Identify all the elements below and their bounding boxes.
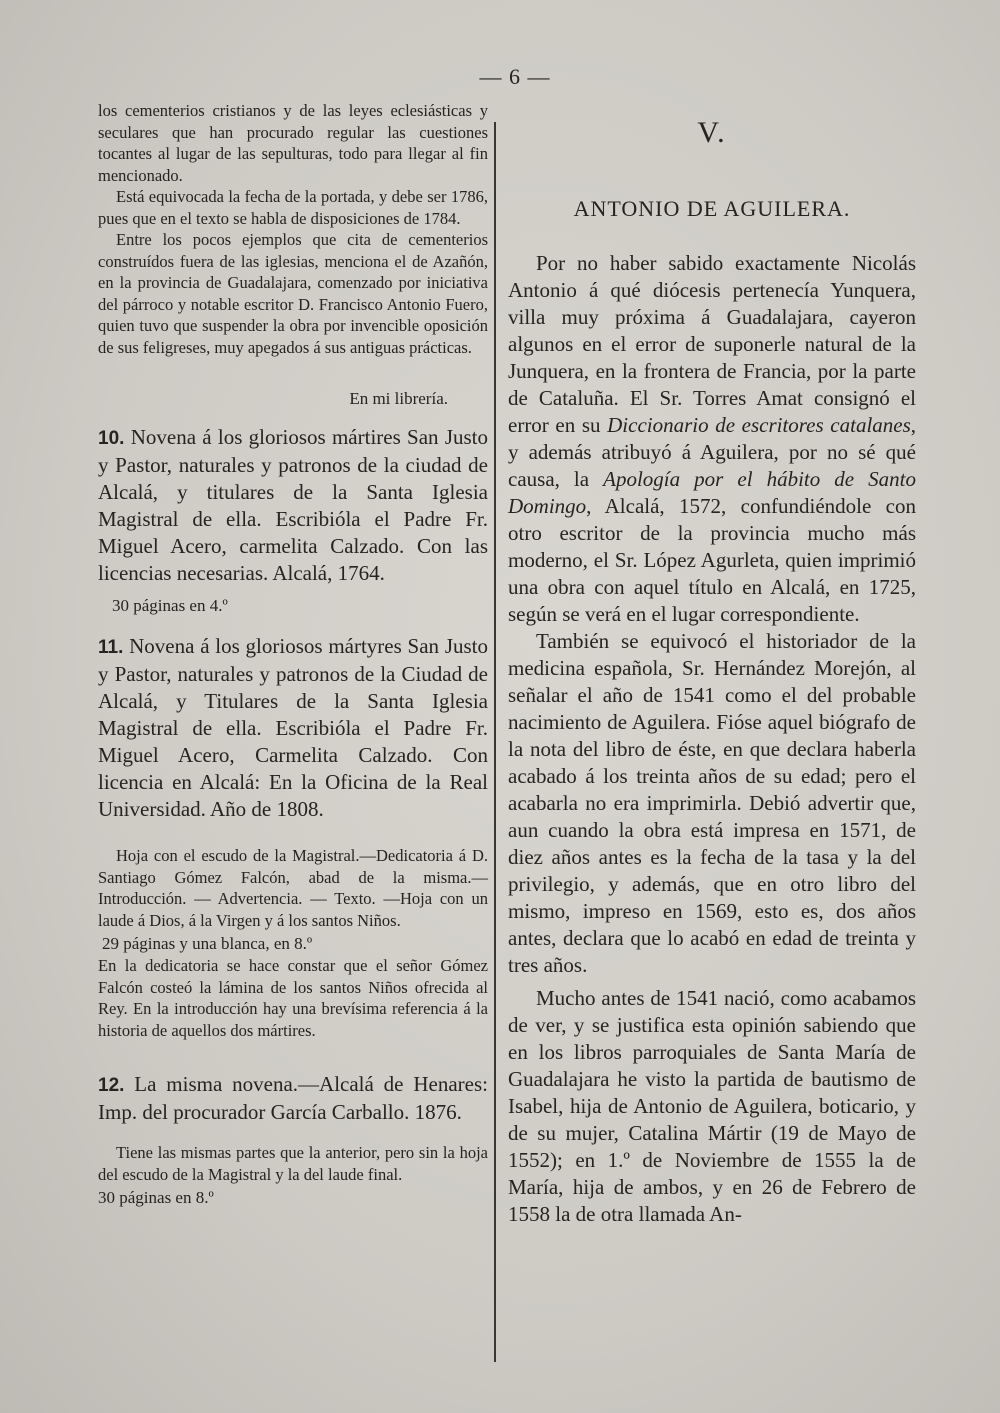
- entry-note: En la dedicatoria se hace constar que el señor Gómez Falcón costeó la lámina de los santos Niños ofrecida al Rey. En la introducción hay una brevísima referencia á la historia de aquellos dos mártires.: [98, 956, 488, 1040]
- book-title-italic: Diccionario de escritores catalanes: [607, 413, 911, 437]
- entry-description: Tiene las mismas partes que la anterior, pero sin la hoja del escudo de la Magistral y la del laude final.: [98, 1143, 488, 1184]
- entry-title: Novena á los gloriosos mártyres San Justo y Pastor, naturales y patronos de la Ciudad de Alcalá, y Titulares de la Santa Iglesia Magistral de ella. Escribióla el Padre Fr. Miguel Acero, Carmelita Calzado. Con licencia en Alcalá: En la Oficina de la Real Universidad. Año de 1808.: [98, 634, 488, 821]
- left-paragraph-3: Entre los pocos ejemplos que cita de cementerios construídos fuera de las iglesias, menciona el de Azañón, en la provincia de Guadalajara, comenzado por iniciativa del párroco y notable escritor D. Francisco Antonio Fuero, quien tuvo que suspender la obra por invencible oposición de sus feligreses, muy apegados á sus antiguas prácticas.: [98, 230, 488, 357]
- entry-11: [98, 633, 488, 1041]
- page-number: — 6 —: [479, 64, 551, 89]
- left-paragraph-1: los cementerios cristianos y de las leyes eclesiásticas y seculares que han procurado regular las cuestiones tocantes al lugar de las sepulturas, todo para llegar al fin mencionado.: [98, 101, 488, 185]
- entry-number: 12.: [98, 1075, 125, 1096]
- entry-pages: 29 páginas y una blanca, en 8.º: [102, 934, 313, 953]
- entry-number: 11.: [98, 637, 124, 658]
- right-paragraph-1: Por no haber sabido exactamente Nicolás Antonio á qué diócesis pertenecía Yunquera, villa muy próxima á Guadalajara, cayeron algunos en el error de suponerle natural de la Junquera, en la frontera de Francia, por la parte de Cataluña. El Sr. Torres Amat consignó el error en su Diccionario de escritores catalanes, y además atribuyó á Aguilera, por no sé qué causa, la Apología por el hábito de Santo Domingo, Alcalá, 1572, confundiéndole con otro escritor de la provincia mucho más moderno, el Sr. López Agurleta, quien imprimió una obra con aquel título en Alcalá, en 1725, según se verá en el lugar correspondiente.: [508, 251, 917, 626]
- entry-10: [98, 424, 488, 617]
- right-paragraph-3: Mucho antes de 1541 nació, como acabamos de ver, y se justifica esta opinión sabiendo que en los libros parroquiales de Santa María de Guadalajara he visto la partida de bautismo de Isabel, hija de Antonio de Aguilera, boticario, y de su mujer, Catalina Mártir (19 de Mayo de 1552); en 1.º de Noviembre de 1555 la de María, hija de ambos, y en 26 de Febrero de 1558 la de otra llamada An-: [508, 986, 916, 1226]
- left-paragraph-2: Está equivocada la fecha de la portada, y debe ser 1786, pues que en el texto se habla de disposiciones de 1784.: [98, 187, 488, 228]
- entry-number: 10.: [98, 428, 125, 449]
- book-title-italic: Apología por el hábito de Santo Domingo: [508, 467, 917, 518]
- section-number: V.: [697, 116, 727, 149]
- entry-pages: 30 páginas en 8.º: [98, 1188, 214, 1207]
- column-divider: [494, 122, 496, 1362]
- entry-title: Novena á los gloriosos mártires San Justo y Pastor, naturales y patronos de la ciudad de Alcalá, y titulares de la Santa Iglesia Magistral de ella. Escribióla el Padre Fr. Miguel Acero, carmelita Calzado. Con las licencias necesarias. Alcalá, 1764.: [98, 425, 489, 585]
- section-title: ANTONIO DE AGUILERA.: [573, 196, 851, 221]
- entry-title: La misma novena.—Alcalá de Henares: Imp. del procurador García Carballo. 1876.: [98, 1072, 488, 1124]
- entry-description: Hoja con el escudo de la Magistral.—Dedicatoria á D. Santiago Gómez Falcón, abad de la misma.—Introducción. — Advertencia. — Texto. —Hoja con un laude á Dios, á la Virgen y á los santos Niños.: [98, 846, 488, 930]
- left-column: [98, 100, 488, 1209]
- right-column: [508, 110, 916, 1228]
- right-paragraph-2: También se equivocó el historiador de la medicina española, Sr. Hernández Morejón, al señalar el año de 1541 como el del probable nacimiento de Aguilera. Fióse aquel biógrafo de la nota del libro de éste, en que declara haberla acabado á los treinta años de su edad; pero el acabarla no era imprimirla. Debió advertir que, aun cuando la obra está impresa en 1571, de diez años antes es la fecha de la tasa y la del privilegio, y además, que en otro libro del mismo, impreso en 1569, esto es, dos años antes, declara que lo acabó en edad de treinta y tres años.: [508, 629, 916, 977]
- entry-12: [98, 1071, 488, 1209]
- entry-pages: 30 páginas en 4.º: [112, 596, 228, 615]
- location-note: En mi librería.: [349, 389, 448, 408]
